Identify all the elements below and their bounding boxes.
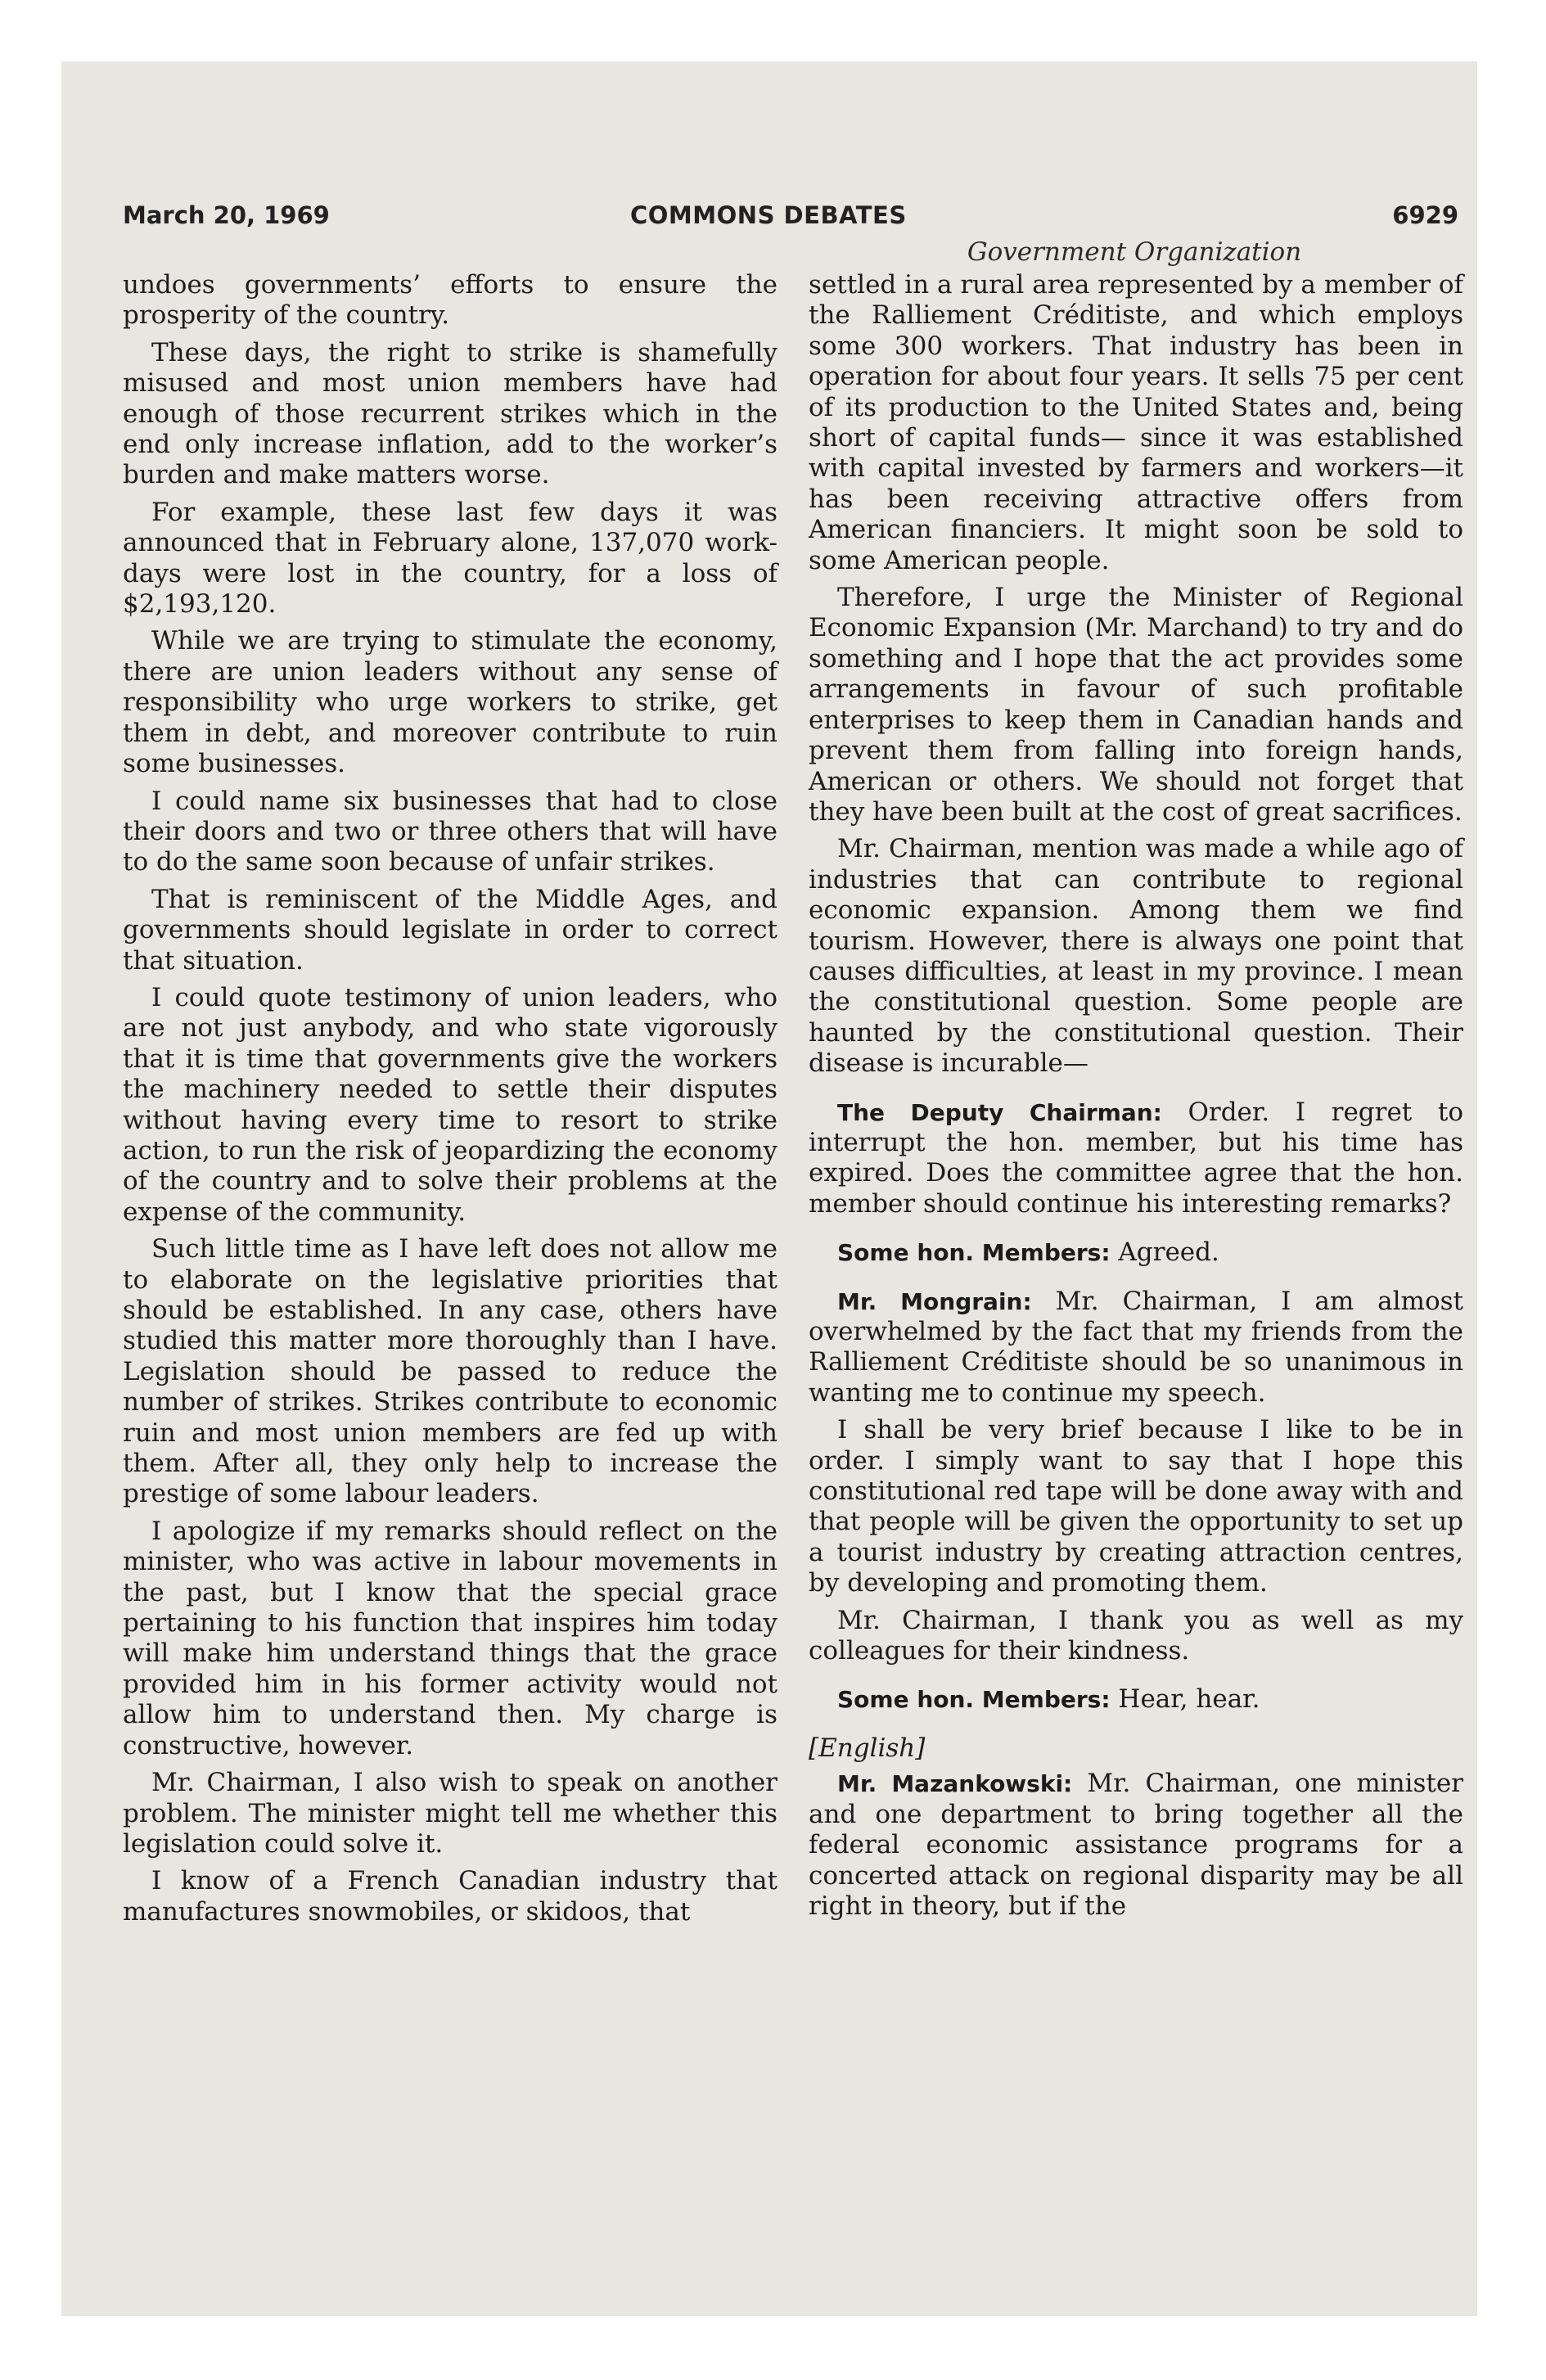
paragraph: Such little time as I have left does not allow me to elaborate on the legislative priorities that should be established. In any case, others have studied this matter more thoroughly than I have. Legislation should be passed to reduce the number of strikes. Strikes contribute to economic ruin and most union members are fed up with them. After all, they only help to increase the prestige of some labour leaders. (123, 1234, 778, 1509)
paragraph: For example, these last few days it was announced that in February alone, 137,070 work-days were lost in the country, for a loss of $2,193,120. (123, 497, 778, 620)
page-header (123, 201, 1458, 234)
speaker-paragraph-deputy-chairman (809, 1098, 1463, 1220)
speaker-paragraph-members (809, 1237, 1463, 1268)
paragraph: undoes governments’ efforts to ensure the prosperity of the country. (123, 270, 778, 331)
speaker-paragraph-mongrain (809, 1287, 1463, 1409)
paragraph: I could quote testimony of union leaders, who are not just anybody, and who state vigorously that it is time that governments give the workers the machinery needed to settle their disputes without having every time to resort to strike action, to run the risk of jeopardizing the economy of the country and to solve their problems at the expense of the community. (123, 982, 778, 1227)
paragraph: Mr. Chairman, I also wish to speak on another problem. The minister might tell me whether this legislation could solve it. (123, 1768, 778, 1859)
paragraph: That is reminiscent of the Middle Ages, and governments should legislate in order to correct that situation. (123, 884, 778, 976)
paragraph: I could name six businesses that had to close their doors and two or three others that will have to do the same soon because of unfair strikes. (123, 786, 778, 877)
paragraph: These days, the right to strike is shamefully misused and most union members have had enough of those recurrent strikes which in the end only increase inflation, add to the worker’s burden and make matters worse. (123, 337, 778, 490)
paragraph: Mr. Chairman, mention was made a while ago of industries that can contribute to regional economic expansion. Among them we find tourism. However, there is always one point that causes difficulties, at least in my province. I mean the constitutional question. Some people are haunted by the constitutional question. Their disease is incurable— (809, 834, 1463, 1079)
speaker-text: Hear, hear. (1118, 1684, 1260, 1715)
speaker-name: Some hon. Members: (837, 1686, 1111, 1714)
speaker-paragraph-mazankowski (809, 1769, 1463, 1922)
speaker-text: Agreed. (1118, 1237, 1219, 1268)
paragraph: I know of a French Canadian industry that manufactures snowmobiles, or skidoos, that (123, 1866, 778, 1927)
right-column (809, 270, 1463, 1928)
speaker-name: Some hon. Members: (837, 1239, 1111, 1267)
paragraph: I apologize if my remarks should reflect on the minister, who was active in labour movements in the past, but I know that the special grace pertaining to his function that inspires him today will make him understand things that the grace provided him in his former activity would not allow him to understand then. My charge is constructive, however. (123, 1516, 778, 1760)
speaker-name: Mr. Mazankowski: (837, 1770, 1073, 1798)
speaker-text: Mr. Chairman, one minister and one department to bring together all the federal economic assistance programs for a concerted attack on regional disparity may be all right in theory, but if the (809, 1769, 1463, 1921)
paragraph: I shall be very brief because I like to be in order. I simply want to say that I hope this constitutional red tape will be done away with and that people will be given the opportunity to set up a tourist industry by creating attraction centres, by developing and promoting them. (809, 1415, 1463, 1598)
speaker-text: Order. I regret to interrupt the hon. member, but his time has expired. Does the committee agree that the hon. member should continue his interesting remarks? (809, 1097, 1463, 1219)
speaker-name: Mr. Mongrain: (837, 1287, 1032, 1315)
paragraph: Therefore, I urge the Minister of Regional Economic Expansion (Mr. Marchand) to try and do something and I hope that the act provides some arrangements in favour of such profitable enterprises to keep them in Canadian hands and prevent them from falling into foreign hands, American or others. We should not forget that they have been built at the cost of great sacrifices. (809, 583, 1463, 827)
header-title: COMMONS DEBATES (630, 201, 907, 229)
header-date: March 20, 1969 (123, 201, 330, 229)
language-marker: [English] (809, 1733, 926, 1763)
left-column (123, 270, 778, 1934)
paragraph: settled in a rural area represented by a member of the Ralliement Créditiste, and which employs some 300 workers. That industry has been in operation for about four years. It sells 75 per cent of its production to the United States and, being short of capital funds— since it was established with capital invested by farmers and workers—it has been receiving attractive offers from American financiers. It might soon be sold to some American people. (809, 270, 1463, 575)
header-page-number: 6929 (1392, 201, 1458, 229)
speaker-name: The Deputy Chairman: (837, 1098, 1162, 1126)
speaker-paragraph-members (809, 1684, 1463, 1715)
paragraph: While we are trying to stimulate the economy, there are union leaders without any sense of responsibility who urge workers to strike, get them in debt, and moreover contribute to ruin some businesses. (123, 626, 778, 779)
speaker-text: Mr. Chairman, I am almost overwhelmed by the fact that my friends from the Ralliement Créditiste should be so unanimous in wanting me to continue my speech. (809, 1286, 1463, 1408)
paragraph: Mr. Chairman, I thank you as well as my colleagues for their kindness. (809, 1605, 1463, 1666)
section-subheading: Government Organization (967, 237, 1302, 267)
